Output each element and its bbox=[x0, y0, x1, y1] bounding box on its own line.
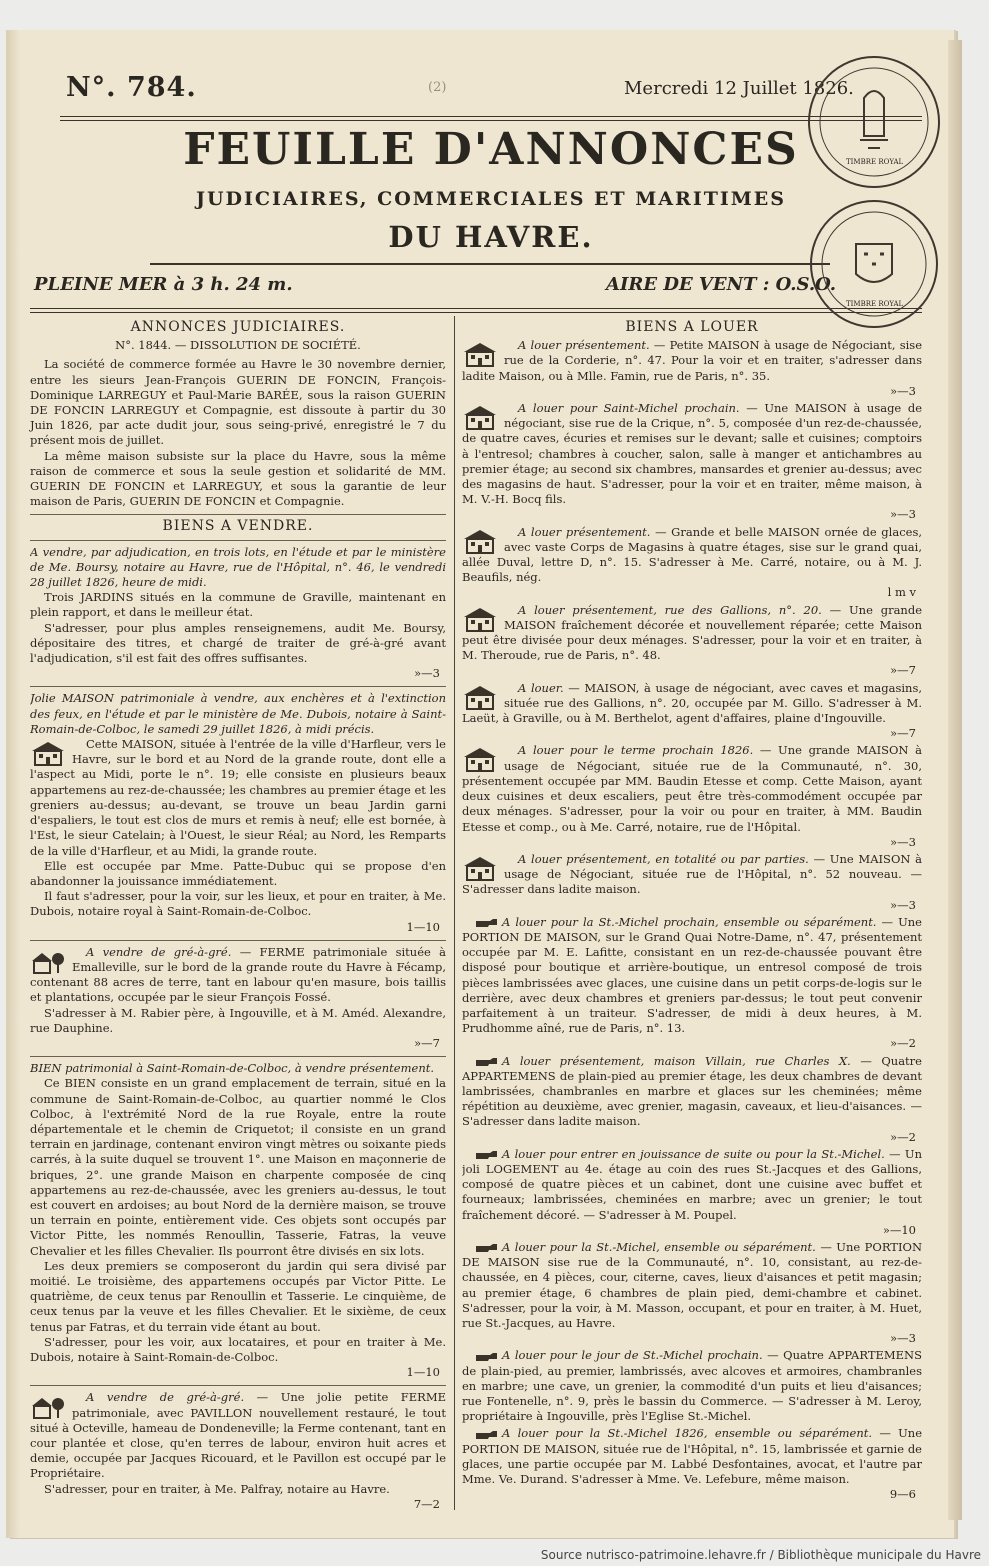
farm-icon bbox=[30, 1392, 66, 1420]
ad-reference: »—7 bbox=[890, 663, 916, 678]
ad-body: — Une grande MAISON fraîchement décorée et nouvellement réparée; cette Maison peut être divisée pour deux ménages. S'adresser, pour la voir et en traiter, à M. Theroude, rue de Paris, n°. 48. bbox=[462, 602, 922, 663]
ad-body: — Une PORTION DE MAISON, située rue de l'Hôpital, n°. 15, lambrissée et garnie de glaces, une partie occupée par M. Labbé Desfontaines, avocat, et l'autre par Mme. Ve. Durand. S'adresser à Mme. Ve. Lefebure, même maison. bbox=[462, 1426, 922, 1487]
sale-ad-ferme-emalleville bbox=[30, 945, 446, 1051]
ad-body: — FERME patrimoniale située à Emalleville, sur le bord de la grande route du Havre à Fécamp, contenant 88 acres de terre, tant en labour qu'en masure, bois taillis et plantations, occupée par le sieur François Fossé. bbox=[30, 944, 446, 1005]
rent-ad bbox=[462, 681, 922, 742]
ad-reference: »—3 bbox=[890, 897, 916, 912]
ad-reference: 1—10 bbox=[406, 1365, 440, 1380]
rent-ad bbox=[462, 852, 922, 913]
ad-body: Ce BIEN consiste en un grand emplacement de terrain, situé en la commune de Saint-Romain-de-Colboc, au quartier nommé le Clos Colboc, à l'extrémité Nord de la rue Royale, entre la route départementale et le chemin de Criquetot; il consiste en un grand terrain en jardinage, contenant environ vingt mètres ou soixante pieds carrés, à la suite duquel se trouvent 1°. une Maison en maçonnerie de briques, 2°. une grande Maison en charpente composée de cinq appartemens au rez-de-chaussée, avec les greniers au-dessus, le tout est couvert en ardoises; au bout Nord de la dernière maison, se trouve un terrain en pointe, entièrement vide. Ces objets sont occupés par Victor Pitte, les nommés Renoullin, Tasserie, Fatras, la veuve Chevalier et les filles Chevalier. Ils pourront être divisés en six lots. bbox=[30, 1076, 446, 1258]
tax-stamp-bottom bbox=[810, 200, 938, 328]
house-icon bbox=[462, 683, 498, 711]
ad-reference: »—3 bbox=[890, 507, 916, 522]
farm-icon bbox=[30, 947, 66, 975]
rent-ad bbox=[462, 401, 922, 523]
ad-body: — Un joli LOGEMENT au 4e. étage au coin des rues St.-Jacques et des Gallions, composé de quatre pièces et un cabinet, dont une cuisine avec buffet et fourneaux; lambrissées, cheminées en marbre; avec un grenier; le tout fraîchement décoré. — S'adresser à M. Poupel. bbox=[462, 1146, 922, 1222]
rent-ad bbox=[462, 1426, 922, 1502]
section-rule bbox=[30, 514, 446, 515]
section-rule bbox=[30, 540, 446, 541]
ad-body: — Une MAISON à usage de Négociant, située rue de l'Hôpital, n°. 52 nouveau. — S'adresser dans ladite maison. bbox=[462, 851, 922, 897]
ad-reference: l m v bbox=[887, 585, 916, 600]
dissolution-number: N°. 1844. — DISSOLUTION DE SOCIÉTÉ. bbox=[115, 338, 361, 353]
left-column bbox=[30, 318, 446, 1514]
ad-body: S'adresser, pour en traiter, à Me. Palfray, notaire au Havre. bbox=[44, 1481, 390, 1496]
pointing-hand-icon bbox=[476, 1352, 498, 1361]
ad-body: — Une grande MAISON à usage de Négociant, située rue de la Communauté, n°. 30, présentement occupée par MM. Baudin Etesse et comp. Cette Maison, ayant deux cuisines et deux escaliers, peut être très-commodément occupée par deux ménages. S'adresser, pour la voir ou pour en traiter, à MM. Baudin Etesse et comp., ou à Me. Carré, notaire, rue de l'Hôpital. bbox=[462, 743, 922, 834]
right-column bbox=[462, 318, 922, 1504]
pointing-hand-icon bbox=[476, 1057, 498, 1066]
rent-ad bbox=[462, 603, 922, 679]
ad-body: — Petite MAISON à usage de Négociant, sise rue de la Corderie, n°. 47. Pour la voir et en traiter, s'adresser dans ladite Maison, ou à Mlle. Famin, rue de Paris, n°. 35. bbox=[462, 338, 922, 383]
dissolution-paragraph-2: La même maison subsiste sur la place du Havre, sous la même raison de commerce et sous la seule gestion et solidarité de MM. GUERIN DE FONCIN et LARREGUY, et sous la garantie de leur maison de Paris, GUERIN DE FONCIN et Compagnie. bbox=[30, 448, 446, 509]
page-mark: (2) bbox=[428, 80, 447, 95]
masthead-rule bbox=[150, 263, 830, 265]
ad-lead: A louer pour la St.-Michel prochain, ensemble ou séparément. bbox=[502, 914, 877, 929]
ad-lead: A vendre, par adjudication, en trois lots, en l'étude et par le ministère de Me. Boursy, notaire au Havre, rue de l'Hôpital, n°. 46, le vendredi 28 juillet 1826, heure de midi. bbox=[30, 544, 446, 590]
ad-reference: »—3 bbox=[890, 1331, 916, 1346]
ad-reference: »—10 bbox=[882, 1222, 916, 1237]
ad-body: Cette MAISON, située à l'entrée de la ville d'Harfleur, vers le Havre, sur le bord et au Nord de la grande route, dont elle a l'aspect au Midi, porte le n°. 19; elle consiste en plusieurs beaux appartemens au rez-de-chaussée; les chambres au premier étage et les greniers au-dessus; au-devant, se trouve un beau Jardin garni d'espaliers, le tout est clos de murs et remis à neuf; elle est bornée, à l'Est, le sieur Catelain; à l'Ouest, le sieur Réal; au Nord, les Remparts de la ville d'Harfleur, et au Midi, la grande route. bbox=[30, 737, 446, 858]
dissolution-paragraph-1: La société de commerce formée au Havre le 30 novembre dernier, entre les sieurs Jean-François GUERIN DE FONCIN, François-Dominique LARREGUY et Paul-Marie BARÉE, sous la raison GUERIN DE FONCIN LARREGUY et Compagnie, est dissoute à partir du 30 Juin 1826, par acte dudit jour, sous seing-privé, enregistré le 7 du présent mois de juillet. bbox=[30, 357, 446, 448]
page-edge bbox=[948, 40, 962, 1520]
ad-lead: A louer pour le jour de St.-Michel prochain. bbox=[502, 1348, 763, 1363]
house-icon bbox=[462, 403, 498, 431]
sale-ad-bien-colboc bbox=[30, 1061, 446, 1380]
ad-reference: »—3 bbox=[890, 834, 916, 849]
sale-ad-maison-harfleur bbox=[30, 691, 446, 934]
pointing-hand-icon bbox=[476, 1430, 498, 1439]
rent-ad bbox=[462, 338, 922, 399]
source-credit: Source nutrisco-patrimoine.lehavre.fr / Bibliothèque municipale du Havre bbox=[540, 1548, 981, 1562]
ad-lead: A louer pour la St.-Michel, ensemble ou séparément. bbox=[502, 1239, 816, 1254]
pointing-hand-icon bbox=[476, 918, 498, 927]
stamp-text-top: TIMBRE ROYAL bbox=[846, 158, 904, 166]
ad-reference: »—3 bbox=[414, 666, 440, 681]
louer-heading: BIENS A LOUER bbox=[625, 319, 759, 335]
ad-body: — Une PORTION DE MAISON, sur le Grand Quai Notre-Dame, n°. 47, présentement occupée par M. E. Lafitte, consistant en un rez-de-chaussée pouvant être disposé pour boutique et arrière-boutique, un entresol composé de trois pièces lambrissées avec glaces, une cuisine dans un petit corps-de-logis sur le derrière, avec deux chambres et greniers par-dessus; le tout peut convenir parfaitement à un traiteur. S'adresser, de midi à deux heures, à M. Prudhomme aîné, rue de Paris, n°. 13. bbox=[462, 914, 922, 1036]
ad-body: Elle est occupée par Mme. Patte-Dubuc qui se propose d'en abandonner la jouissance immédiatement. bbox=[30, 858, 446, 888]
rent-ad bbox=[462, 743, 922, 849]
sale-ad-ferme-octeville bbox=[30, 1390, 446, 1512]
ad-rule bbox=[30, 1056, 446, 1057]
ad-reference: 9—6 bbox=[889, 1487, 916, 1502]
ad-reference: »—2 bbox=[890, 1036, 916, 1051]
ad-lead: A louer présentement. bbox=[518, 524, 651, 539]
ad-lead: BIEN patrimonial à Saint-Romain-de-Colboc, à vendre présentement. bbox=[30, 1061, 435, 1076]
ad-body: Trois JARDINS situés en la commune de Graville, maintenant en plein rapport, et dans le meilleur état. bbox=[30, 590, 446, 620]
rent-ad bbox=[462, 1348, 922, 1424]
ad-reference: »—3 bbox=[890, 383, 916, 398]
ad-lead: A louer. bbox=[518, 680, 564, 695]
tide-info: PLEINE MER à 3 h. 24 m. bbox=[34, 274, 293, 295]
masthead-city: DU HAVRE. bbox=[388, 220, 594, 254]
ad-lead: A vendre de gré-à-gré. bbox=[86, 1390, 245, 1405]
ad-body: — Une PORTION DE MAISON sise rue de la Communauté, n°. 10, consistant, au rez-de-chaussée, en 4 pièces, cour, citerne, caves, lieux d'aisances et petit magasin; au premier étage, 6 chambres de plain pied, demi-chambre et cabinet. S'adresser, pour la voir, à M. Masson, occupant, et pour en traiter, à M. Huet, rue St.-Jacques, au Havre. bbox=[462, 1239, 922, 1330]
ad-body: — MAISON, à usage de négociant, avec caves et magasins, située rue des Gallions, n°. 20, occupée par M. Gillo. S'adresser à M. Laeüt, à Graville, ou à M. Berthelot, agent d'affaires, plaine d'Ingouville. bbox=[462, 680, 922, 726]
ad-lead: A louer présentement, rue des Gallions, n°. 20. bbox=[518, 602, 822, 617]
judiciaires-heading: ANNONCES JUDICIAIRES. bbox=[130, 319, 346, 335]
ad-body: — Une jolie petite FERME patrimoniale, avec PAVILLON nouvellement restauré, le tout situé à Octeville, hameau de Dondeneville; la Ferme contenant, tant en cour plantée et close, qu'en terres de labour, environ huit acres et demie, occupée par Jacques Ricouard, et le Pavillon est occupé par le Propriétaire. bbox=[30, 1390, 446, 1481]
rent-ad bbox=[462, 1054, 922, 1145]
house-icon bbox=[462, 340, 498, 368]
rent-ad bbox=[462, 915, 922, 1052]
sale-ad-jardins bbox=[30, 545, 446, 682]
ad-body: S'adresser, pour plus amples renseignemens, audit Me. Boursy, dépositaire des titres, et chargé de traiter de gré-à-gré avant l'adjudication, s'il est fait des offres suffisantes. bbox=[30, 620, 446, 666]
stamp-seal-icon bbox=[810, 58, 938, 186]
ad-reference: »—7 bbox=[414, 1035, 440, 1050]
ad-lead: A louer pour la St.-Michel 1826, ensemble ou séparément. bbox=[502, 1426, 873, 1441]
vendre-heading: BIENS A VENDRE. bbox=[162, 518, 314, 535]
ad-lead: A louer présentement, en totalité ou par parties. bbox=[518, 851, 809, 866]
header-rule-top bbox=[60, 116, 922, 121]
ad-rule bbox=[30, 1385, 446, 1386]
ad-lead: A louer pour le terme prochain 1826. bbox=[518, 743, 754, 758]
ad-body: S'adresser, pour les voir, aux locataires, et pour en traiter à Me. Dubois, notaire à Saint-Romain-de-Colboc. bbox=[30, 1334, 446, 1364]
ad-reference: 1—10 bbox=[406, 919, 440, 934]
tax-stamp-top bbox=[808, 56, 940, 188]
ad-lead: A vendre de gré-à-gré. bbox=[86, 944, 232, 959]
house-icon bbox=[462, 527, 498, 555]
page-spine bbox=[6, 30, 20, 1538]
pointing-hand-icon bbox=[476, 1150, 498, 1159]
ad-body: S'adresser à M. Rabier père, à Ingouville, et à M. Améd. Alexandre, rue Dauphine. bbox=[30, 1005, 446, 1035]
house-icon bbox=[462, 745, 498, 773]
ad-body: Il faut s'adresser, pour la voir, sur les lieux, et pour en traiter, à Me. Dubois, notaire royal à Saint-Romain-de-Colboc. bbox=[30, 889, 446, 919]
column-divider bbox=[454, 316, 455, 1510]
ad-body: — Quatre APPARTEMENS de plain-pied, au premier, lambrissés, avec alcoves et armoires, chambranles en marbre; une cave, un grenier, la commodité d'un puits et lieu d'aisances; rue Fontenelle, n°. 9, près le bassin du Commerce. — S'adresser à M. Leroy, propriétaire à Ingouville, près l'Eglise St.-Michel. bbox=[462, 1348, 922, 1424]
masthead-subtitle: JUDICIAIRES, COMMERCIALES ET MARITIMES bbox=[196, 188, 786, 210]
ad-lead: A louer pour Saint-Michel prochain. bbox=[518, 401, 740, 416]
rent-ad bbox=[462, 1240, 922, 1346]
ad-lead: A louer présentement. bbox=[518, 338, 650, 353]
ad-body: — Quatre APPARTEMENS de plain-pied au premier étage, les deux chambres de devant lambrissées, chambranles en marbre et glaces sur les cheminées; même répétition au deuxième, avec grenier, magasin, caveaux, et lieu-d'aisances. — S'adresser dans ladite maison. bbox=[462, 1053, 922, 1129]
ad-rule bbox=[30, 940, 446, 941]
ad-body: — Une MAISON à usage de négociant, sise rue de la Crique, n°. 5, composée d'un rez-de-chaussée, de quatre caves, écuries et remises sur le devant; salle et cuisines; comptoirs à l'entresol; chambres à coucher, salon, salle à manger et antichambres au premier étage; au second six chambres, mansardes et grenier au-dessus; avec des magasins de haut. S'adresser, pour la voir et en traiter, même maison, à M. V.-H. Bocq fils. bbox=[462, 401, 922, 507]
house-icon bbox=[462, 854, 498, 882]
ad-body: Les deux premiers se composeront du jardin qui sera divisé par moitié. Le troisième, des appartemens occupés par Victor Pitte. Le quatrième, de ceux tenus par Renoullin et Tasserie. Le cinquième, de ceux tenus par la veuve et les filles Chevalier. Et le sixième, de ceux tenus par Fatras, et du terrain vide étant au bout. bbox=[30, 1258, 446, 1334]
ad-body: — Grande et belle MAISON ornée de glaces, avec vaste Corps de Magasins à quatre étages, sise sur le grand quai, allée Duval, lettre D, n°. 15. S'adresser à Me. Carré, notaire, ou à M. J. Beaufils, nég. bbox=[462, 524, 922, 585]
header-rule-bottom bbox=[30, 308, 922, 313]
ad-reference: 7—2 bbox=[413, 1496, 440, 1511]
house-icon bbox=[462, 605, 498, 633]
issue-number: N°. 784. bbox=[66, 72, 197, 103]
ad-lead: A louer présentement, maison Villain, rue Charles X. bbox=[502, 1053, 851, 1068]
ad-lead: A louer pour entrer en jouissance de suite ou pour la St.-Michel. bbox=[502, 1146, 885, 1161]
masthead-title: FEUILLE D'ANNONCES bbox=[183, 124, 799, 175]
issue-date: Mercredi 12 Juillet 1826. bbox=[624, 78, 854, 99]
ad-reference: »—2 bbox=[890, 1129, 916, 1144]
rent-ad bbox=[462, 525, 922, 601]
ad-lead: Jolie MAISON patrimoniale à vendre, aux enchères et à l'extinction des feux, en l'étude et par le ministère de Me. Dubois, notaire à Saint-Romain-de-Colboc, le samedi 29 juillet 1826, à midi précis. bbox=[30, 691, 446, 736]
ad-reference: »—7 bbox=[890, 726, 916, 741]
stamp-text-bottom: TIMBRE ROYAL bbox=[846, 300, 904, 308]
wind-info: AIRE DE VENT : O.S.O. bbox=[606, 274, 837, 295]
ad-rule bbox=[30, 686, 446, 687]
rent-ad bbox=[462, 1147, 922, 1238]
house-icon bbox=[30, 739, 66, 767]
pointing-hand-icon bbox=[476, 1243, 498, 1252]
